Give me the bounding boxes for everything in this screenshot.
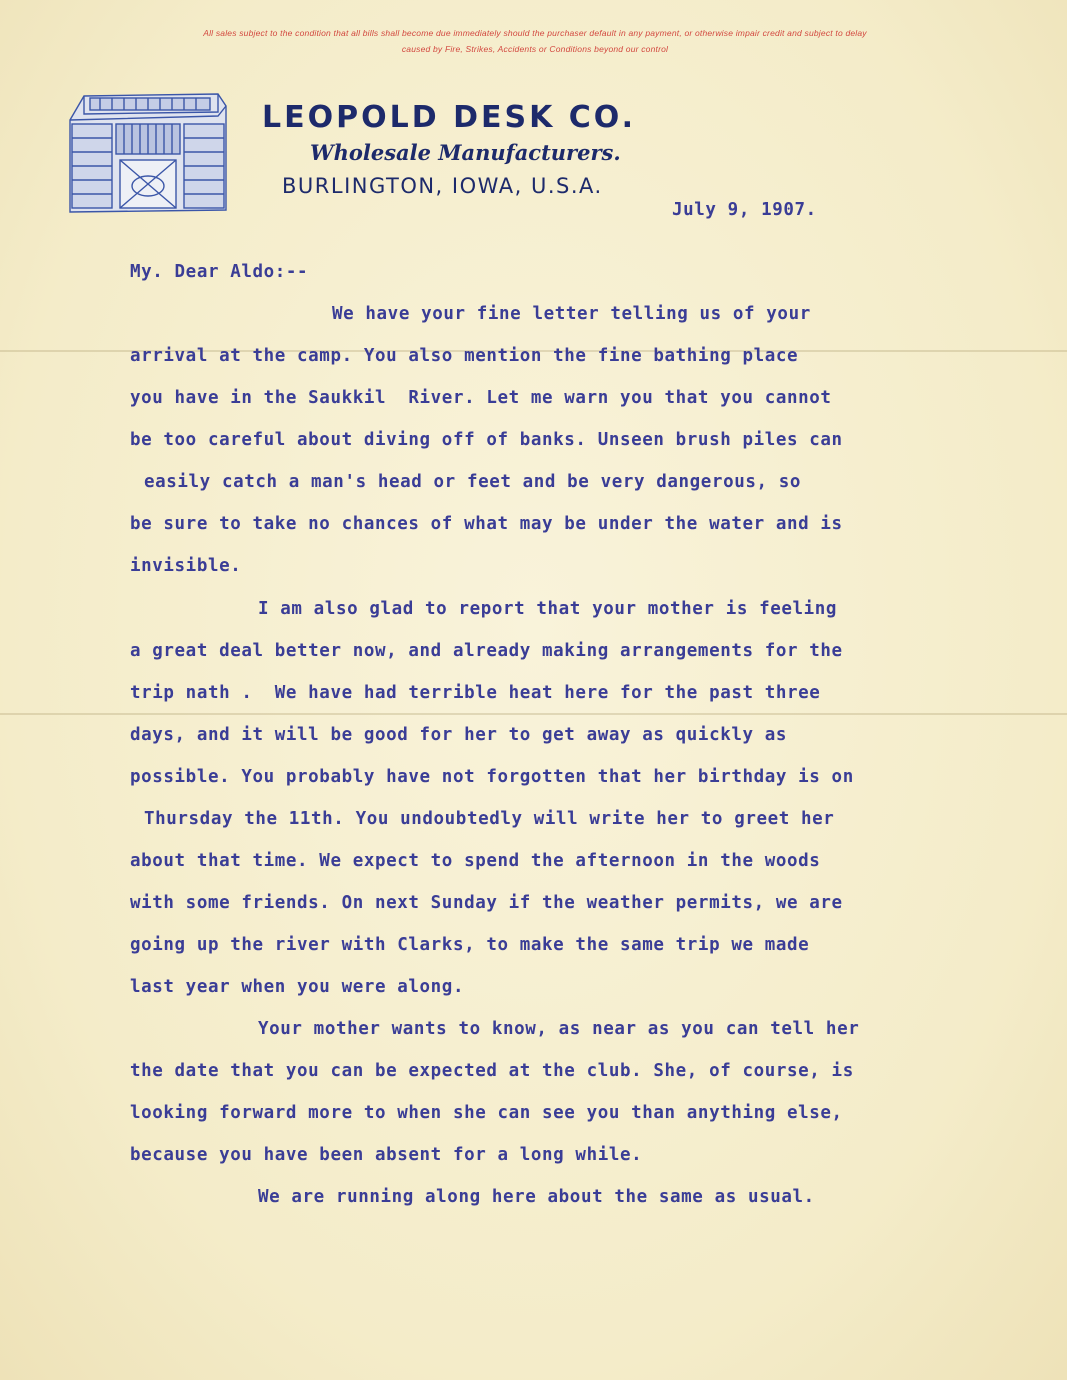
disclaimer-line: caused by Fire, Strikes, Accidents or Conditions beyond our control <box>401 44 669 54</box>
letter-line: I am also glad to report that your mother is feeling <box>258 599 838 619</box>
letter-line: arrival at the camp. You also mention the fine bathing place <box>130 346 799 366</box>
disclaimer-line: All sales subject to the condition that all bills shall become due immediately should the purchaser default in any payment, or otherwise impair credit and subject to delay <box>203 28 867 38</box>
letter-line: Your mother wants to know, as near as you can tell her <box>258 1019 860 1039</box>
letter-line: invisible. <box>130 556 242 576</box>
letter-line: you have in the Saukkil River. Let me warn you that you cannot <box>130 388 832 408</box>
salutation: My. Dear Aldo:-- <box>130 262 309 282</box>
letter-line: about that time. We expect to spend the afternoon in the woods <box>130 851 821 871</box>
letter-line: going up the river with Clarks, to make the same trip we made <box>130 935 810 955</box>
letter-line: We are running along here about the same as usual. <box>258 1187 815 1207</box>
letter-line: We have your fine letter telling us of your <box>332 304 811 324</box>
letter-line: because you have been absent for a long while. <box>130 1145 643 1165</box>
letter-line: Thursday the 11th. You undoubtedly will write her to greet her <box>144 809 835 829</box>
letter-line: possible. You probably have not forgotten that her birthday is on <box>130 767 854 787</box>
letter-date: July 9, 1907. <box>672 200 817 220</box>
company-city: BURLINGTON, IOWA, U.S.A. <box>282 174 603 198</box>
letter-line: be sure to take no chances of what may be under the water and is <box>130 514 843 534</box>
letter-line: easily catch a man's head or feet and be very dangerous, so <box>144 472 802 492</box>
letter-line: be too careful about diving off of banks. Unseen brush piles can <box>130 430 843 450</box>
letter-line: a great deal better now, and already making arrangements for the <box>130 641 843 661</box>
letter-line: last year when you were along. <box>130 977 465 997</box>
letter-line: looking forward more to when she can see you than anything else, <box>130 1103 843 1123</box>
company-name: LEOPOLD DESK CO. <box>262 100 637 135</box>
letter-line: the date that you can be expected at the club. She, of course, is <box>130 1061 854 1081</box>
company-tagline: Wholesale Manufacturers. <box>310 140 621 165</box>
letter-line: with some friends. On next Sunday if the weather permits, we are <box>130 893 843 913</box>
letter-line: trip nath . We have had terrible heat here for the past three <box>130 683 821 703</box>
letter-line: days, and it will be good for her to get away as quickly as <box>130 725 788 745</box>
